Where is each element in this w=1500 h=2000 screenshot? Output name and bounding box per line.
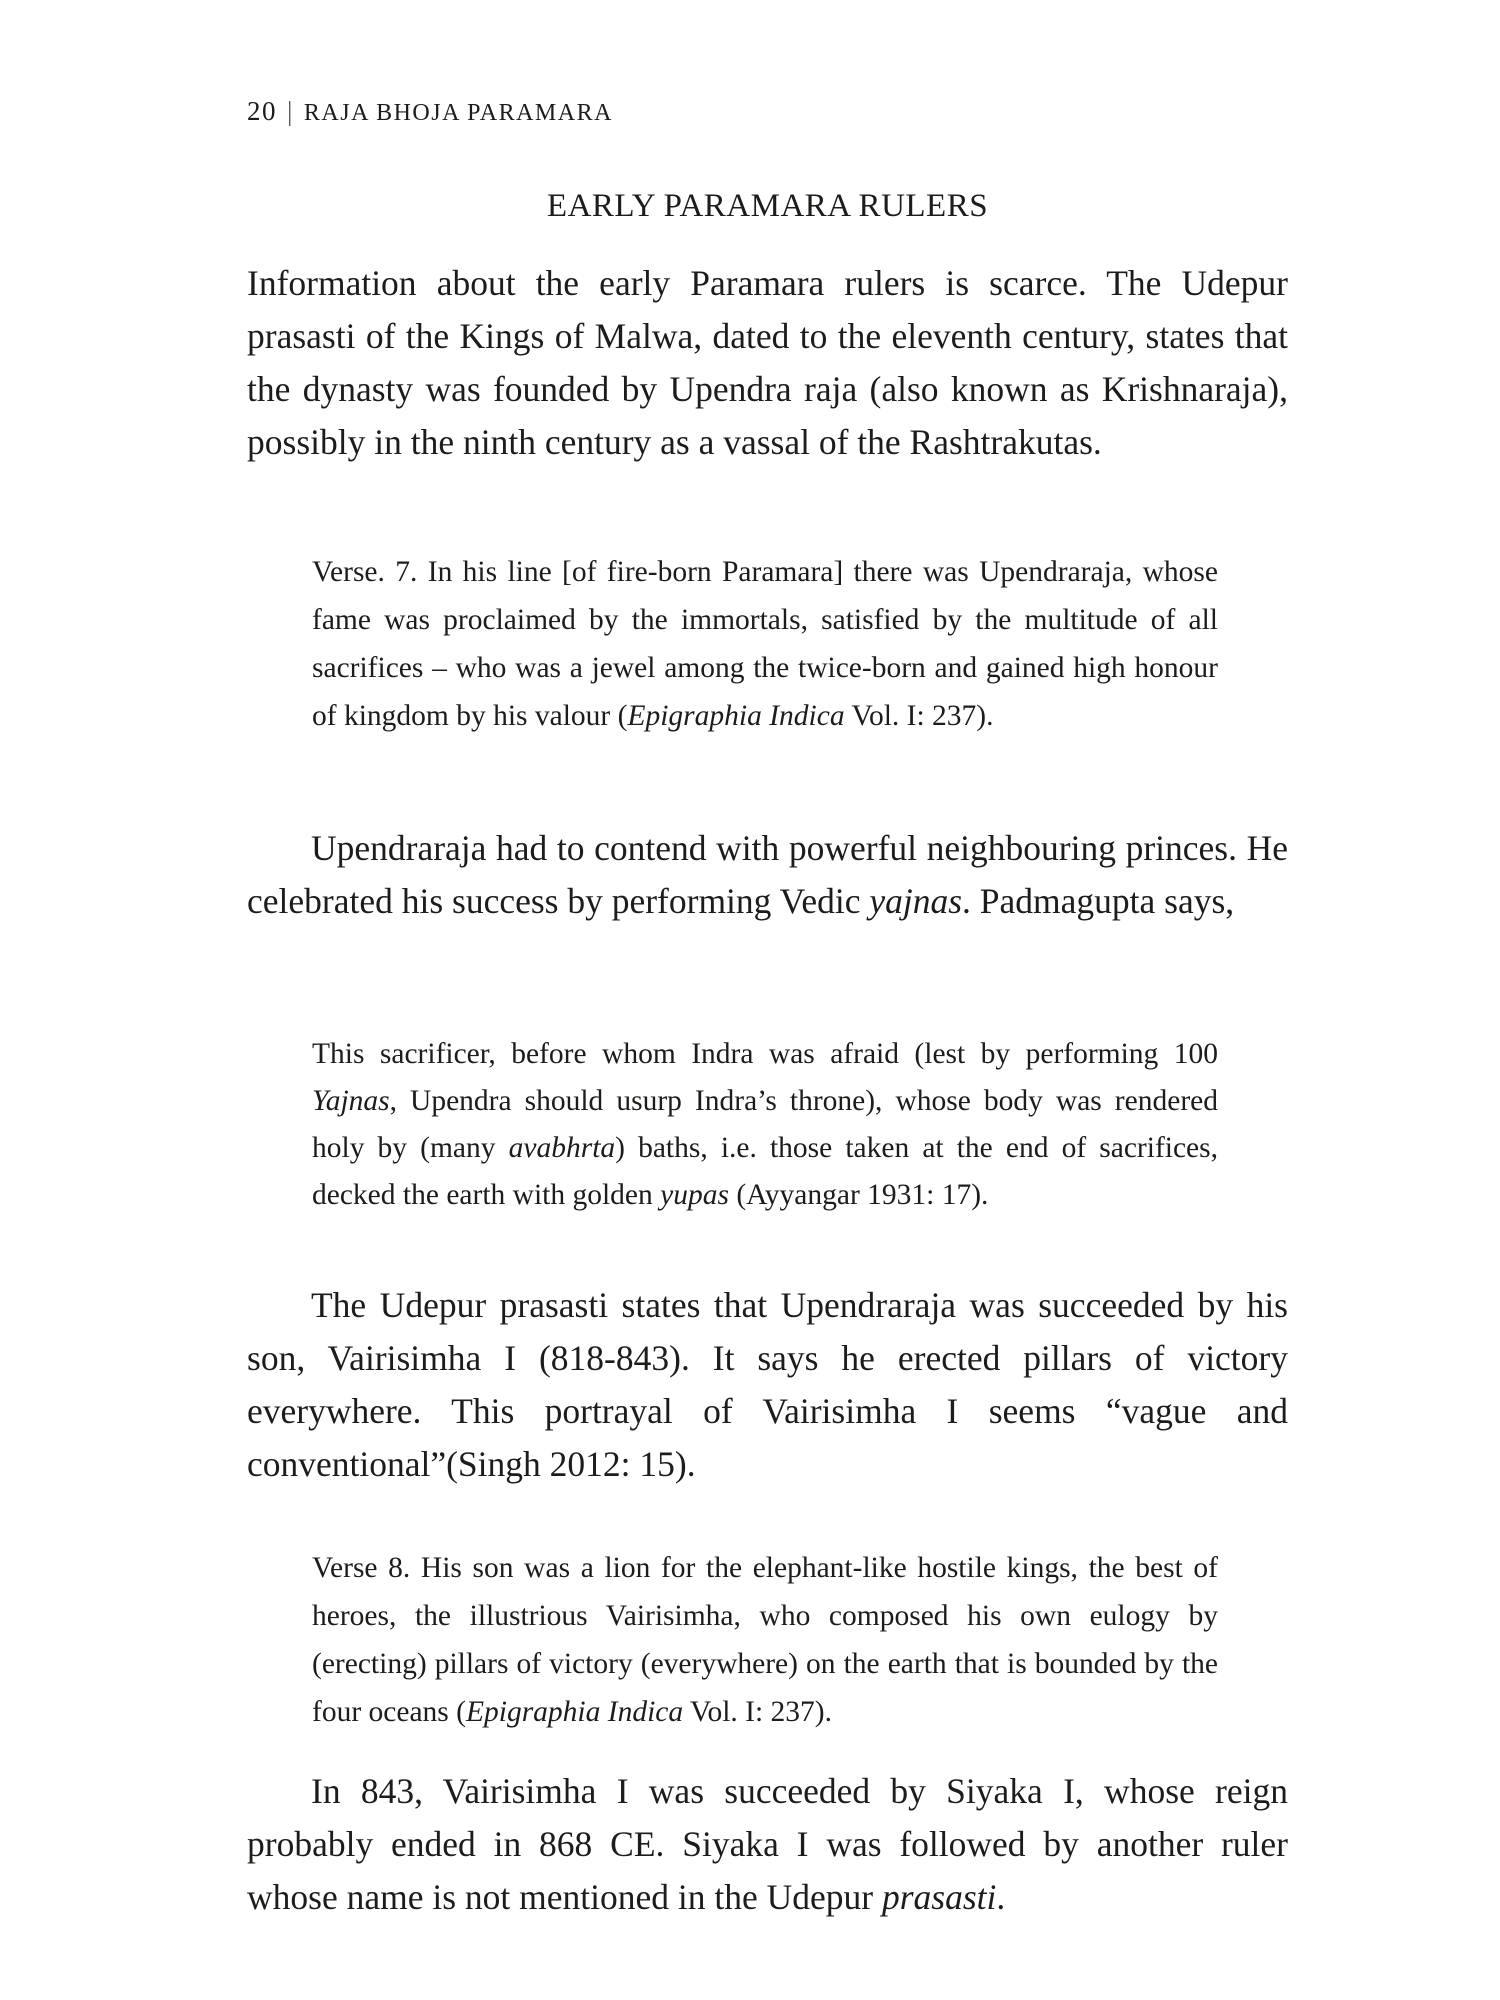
section-heading: EARLY PARAMARA RULERS (546, 188, 989, 224)
italic-term: Yajnas (312, 1085, 390, 1117)
paragraph-vairisimha: The Udepur prasasti states that Upendraraja was succeeded by his son, Vairisimha I (818-843). It says he erected pillars of victory everywhere. This portrayal of Vairisimha I seems “vague and conventional”(Singh 2012: 15). (247, 1285, 1288, 1484)
italic-term: yajnas (869, 881, 963, 921)
paragraph-siyaka: In 843, Vairisimha I was succeeded by Siyaka I, whose reign probably ended in 868 CE. Siyaka I was followed by another ruler whose name is not mentioned in the Udepur prasasti. (247, 1771, 1288, 1917)
citation-title: Epigraphia Indica (465, 1696, 684, 1728)
running-head (247, 96, 613, 127)
paragraph-upendraraja: Upendraraja had to contend with powerful neighbouring princes. He celebrated his success by performing Vedic yajnas. Padmagupta says, (247, 828, 1288, 921)
paragraph-intro: Information about the early Paramara rulers is scarce. The Udepur prasasti of the Kings of Malwa, dated to the eleventh century, states that the dynasty was founded by Upendra raja (also known as Krishnaraja), possibly in the ninth century as a vassal of the Rashtrakutas. (247, 263, 1288, 462)
page-number: 20 (247, 96, 277, 126)
book-title: RAJA BHOJA PARAMARA (303, 100, 613, 126)
header-separator: | (287, 96, 294, 126)
italic-term: prasasti (881, 1877, 997, 1917)
italic-term: avabhrta (508, 1132, 616, 1164)
block-quote-verse-8: Verse 8. His son was a lion for the elephant-like hostile kings, the best of heroes, the illustrious Vairisimha, who composed his own eulogy by (erecting) pillars of victory (everywhere) on the earth that is bounded by the four oceans (Epigraphia Indica Vol. I: 237). (312, 1552, 1218, 1728)
block-quote-padmagupta: This sacrificer, before whom Indra was afraid (lest by performing 100 Yajnas, Upendra should usurp Indra’s throne), whose body was rendered holy by (many avabhrta) baths, i.e. those taken at the end of sacrifices, decked the earth with golden yupas (Ayyangar 1931: 17). (312, 1038, 1218, 1211)
block-quote-verse-7: Verse. 7. In his line [of fire-born Paramara] there was Upendraraja, whose fame was proclaimed by the immortals, satisfied by the multitude of all sacrifices – who was a jewel among the twice-born and gained high honour of kingdom by his valour (Epigraphia Indica Vol. I: 237). (312, 556, 1218, 732)
italic-term: yupas (660, 1179, 729, 1211)
citation-title: Epigraphia Indica (627, 700, 845, 732)
